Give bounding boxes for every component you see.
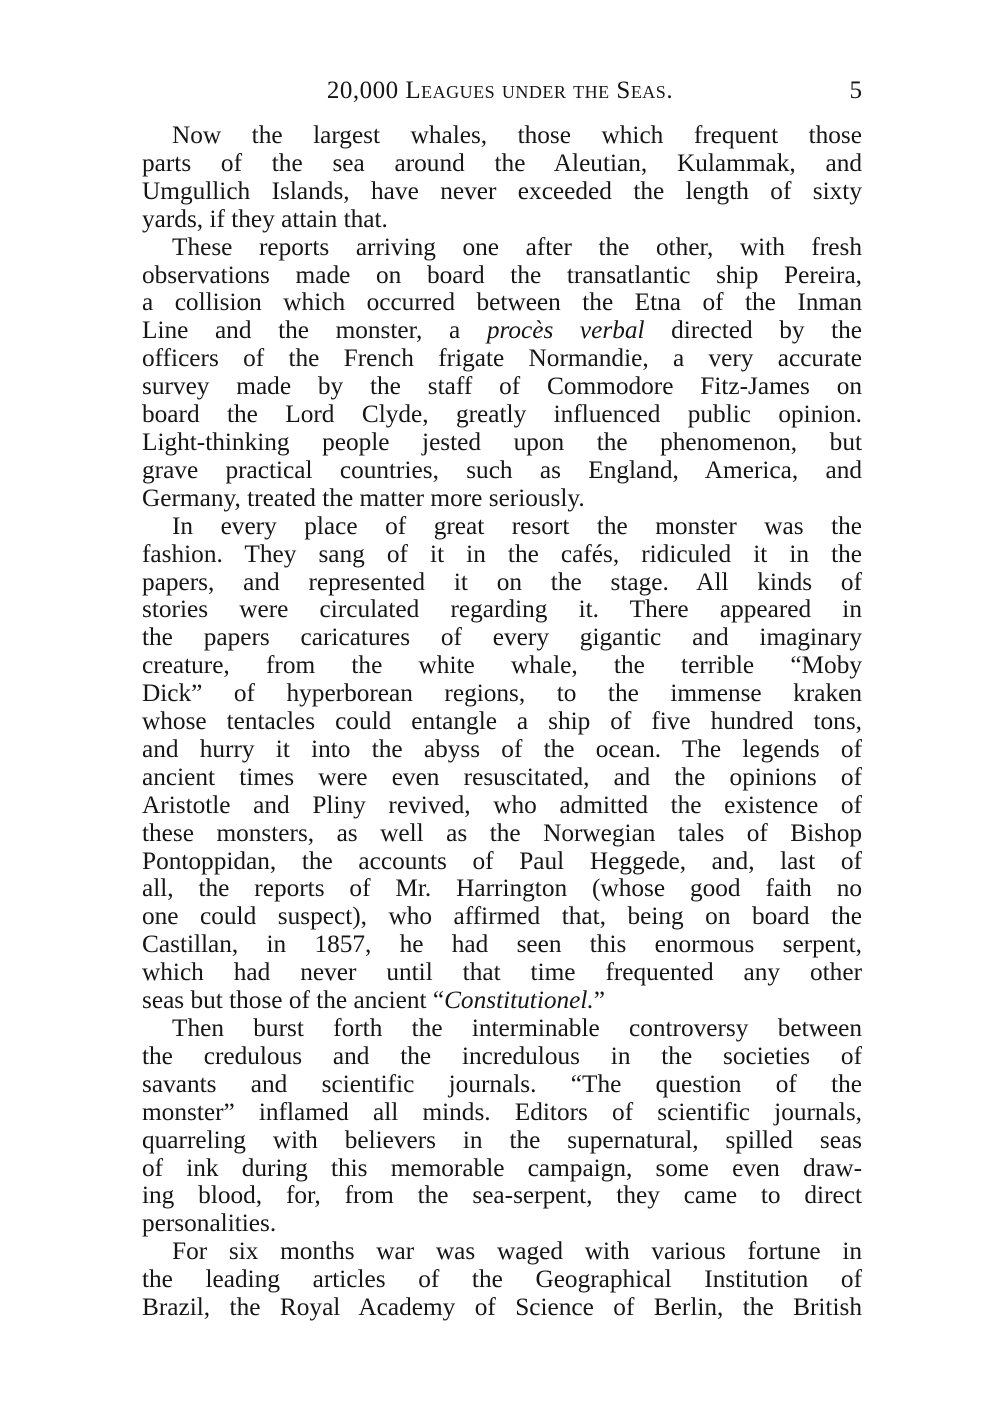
text-line-with-italic (142, 987, 862, 1015)
text-line: the papers caricatures of every gigantic and imaginary (142, 624, 862, 652)
text-line: Then burst forth the interminable controversy between (172, 1015, 862, 1042)
paragraph-4 (142, 1015, 862, 1238)
text-line: a collision which occurred between the Etna of the Inman (142, 289, 862, 317)
text-line: board the Lord Clyde, greatly influenced public opinion. (142, 401, 862, 429)
paragraph-1 (142, 122, 862, 234)
text-line: Brazil, the Royal Academy of Science of Berlin, the British (142, 1294, 862, 1322)
text-line: creature, from the white whale, the terrible “Moby (142, 652, 862, 680)
closing-quote: ” (593, 987, 605, 1015)
text-line: Aristotle and Pliny revived, who admitted the existence of (142, 791, 862, 819)
text-line: In every place of great resort the monster was the (172, 512, 862, 540)
text-line: observations made on board the transatlantic ship Pereira, (142, 261, 862, 289)
page-number: 5 (849, 77, 862, 104)
text-line: These reports arriving one after the other, with fresh (172, 233, 862, 261)
text-line: the leading articles of the Geographical Institution of (142, 1266, 862, 1294)
text-segment: seas but those of the ancient “ (142, 987, 445, 1015)
text-line: the credulous and the incredulous in the societies of (142, 1042, 862, 1070)
text-line: Pontoppidan, the accounts of Paul Heggede, and, last of (142, 847, 862, 875)
italic-phrase: procès verbal (486, 317, 645, 345)
running-title: 20,000 Leagues under the Seas. (326, 77, 674, 104)
text-line: quarreling with believers in the supernatural, spilled seas (142, 1126, 862, 1154)
text-line: parts of the sea around the Aleutian, Kulammak, and (142, 149, 862, 177)
text-line: savants and scientific journals. “The question of the (142, 1070, 862, 1098)
text-line: fashion. They sang of it in the cafés, ridiculed it in the (142, 540, 862, 568)
text-line: of ink during this memorable campaign, some even draw- (142, 1154, 862, 1182)
paragraph-3 (142, 513, 862, 1015)
text-line: officers of the French frigate Normandie, a very accurate (142, 345, 862, 373)
text-line: yards, if they attain that. (142, 205, 388, 233)
text-line: Germany, treated the matter more seriously. (142, 484, 585, 512)
running-head (138, 74, 862, 108)
text-line: Now the largest whales, those which frequent those (172, 122, 862, 149)
text-segment: directed by the (644, 317, 862, 345)
text-line: which had never until that time frequented any other (142, 959, 862, 987)
text-line: Dick” of hyperborean regions, to the immense kraken (142, 680, 862, 708)
text-line: whose tentacles could entangle a ship of five hundred tons, (142, 708, 862, 736)
italic-phrase: Constitutionel. (444, 987, 594, 1015)
text-line: one could suspect), who affirmed that, being on board the (142, 903, 862, 931)
text-line: Umgullich Islands, have never exceeded the length of sixty (142, 177, 862, 205)
text-line: papers, and represented it on the stage. All kinds of (142, 568, 862, 596)
text-line: these monsters, as well as the Norwegian tales of Bishop (142, 819, 862, 847)
text-line: ancient times were even resuscitated, and the opinions of (142, 763, 862, 791)
text-line: all, the reports of Mr. Harrington (whose good faith no (142, 875, 862, 903)
text-line: grave practical countries, such as England, America, and (142, 456, 862, 484)
text-line: stories were circulated regarding it. There appeared in (142, 596, 862, 624)
text-line: monster” inflamed all minds. Editors of scientific journals, (142, 1098, 862, 1126)
text-line: and hurry it into the abyss of the ocean. The legends of (142, 735, 862, 763)
text-line: personalities. (142, 1210, 277, 1238)
body-text (142, 122, 862, 1322)
text-line: survey made by the staff of Commodore Fitz-James on (142, 373, 862, 401)
paragraph-5 (142, 1238, 862, 1322)
text-line: For six months war was waged with various fortune in (172, 1238, 862, 1266)
text-line: ing blood, for, from the sea-serpent, they came to direct (142, 1182, 862, 1210)
text-segment: Line and the monster, a (142, 317, 487, 345)
text-line: Light-thinking people jested upon the phenomenon, but (142, 428, 862, 456)
text-line-with-italic (142, 317, 862, 345)
paragraph-2 (142, 234, 862, 513)
text-line: Castillan, in 1857, he had seen this enormous serpent, (142, 931, 862, 959)
